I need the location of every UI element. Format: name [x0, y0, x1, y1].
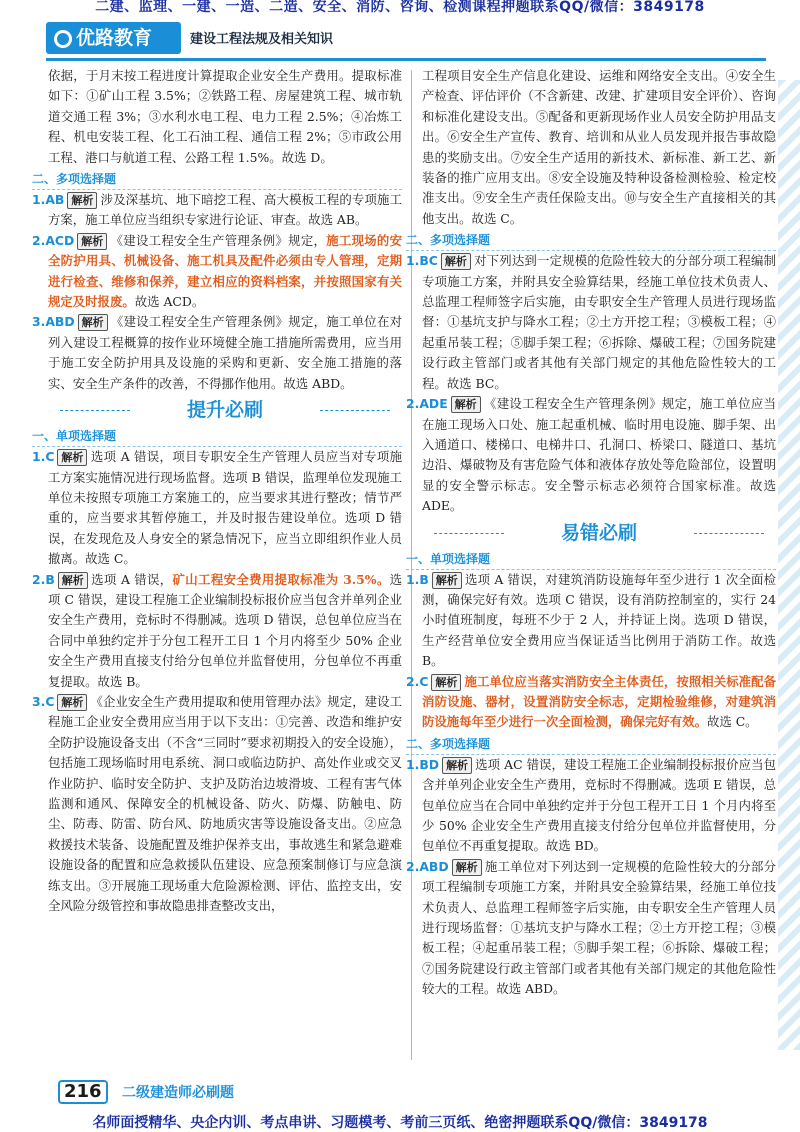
answer-text: 《建设工程安全生产管理条例》规定，施工单位在对列入建设工程概算的按作业环境健全施工措施所需费用，应当用于施工安全防护用具及设施的采购和更新、安全施工措施的落实、安全生产条件的改善，不得挪作他用。故选 ABD。: [48, 314, 402, 391]
answer-text: 《建设工程安全生产管理条例》规定，施工单位应当在施工现场入口处、施工起重机械、临时用电设施、脚手架、出入通道口、楼梯口、电梯井口、孔洞口、桥梁口、隧道口、基坑边沿、爆破物及有害危险气体和液体存放处等危险部位，设置明显的安全警示标志。安全警示标志必须符合国家标准。故选 ADE。: [422, 396, 776, 514]
answer-number: 2.ABD: [406, 858, 449, 874]
page-header: [0, 18, 800, 62]
highlight-text: 矿山工程安全费用提取标准为 3.5%。: [172, 571, 390, 587]
analysis-tag: 解析: [57, 449, 87, 466]
answer-text: 选项 A 错误，对建筑消防设施每年至少进行 1 次全面检测，确保完好有效。选项 C 错误，设有消防控制室的，实行 24 小时值班制度，每班不少于 2 人，并持证上岗。选项 D 错误，生产经营单位安全费用应当保证适当比例用于消防工作。故选 B。: [422, 571, 776, 669]
answer-item: [406, 755, 776, 857]
answer-text: 故选 C。: [706, 714, 758, 730]
bottom-banner: 名师面授精华、央企内训、考点串讲、习题模考、考前三页纸、绝密押题联系QQ/微信：3849178: [92, 1115, 708, 1131]
analysis-tag: 解析: [441, 253, 471, 270]
section-label: 二、多项选择题: [32, 169, 402, 190]
left-column: [32, 66, 403, 916]
section-heading: 提升必刷: [48, 396, 402, 424]
analysis-tag: 解析: [67, 192, 97, 209]
section-heading: 易错必刷: [422, 519, 776, 547]
section-label: 二、多项选择题: [406, 734, 776, 755]
answer-number: 1.B: [406, 571, 429, 587]
book-title: 二级建造师必刷题: [122, 1085, 234, 1101]
answer-item: [406, 672, 776, 733]
analysis-tag: 解析: [431, 674, 461, 691]
answer-item: [32, 231, 403, 313]
answer-item: [406, 570, 776, 672]
answer-text: 施工单位对下列达到一定规模的危险性较大的分部分项工程编制专项施工方案，并附具安全验算结果，经施工单位技术负责人、总监理工程师签字后实施，由专职安全生产管理人员进行现场监督：①基坑支护与降水工程；②土方开挖工程；③模板工程；④起重吊装工程；⑤脚手架工程；⑥拆除、爆破工程；⑦国务院建设行政主管部门或者其他有关部门规定的其他危险性较大的工程。故选 ABD。: [422, 858, 776, 997]
answer-text: 《建设工程安全生产管理条例》规定，: [110, 232, 327, 248]
analysis-tag: 解析: [57, 694, 87, 711]
answer-text: 选项 A 错误，项目专职安全生产管理人员应当对专项施工方案实施情况进行现场监督。选项 B 错误，监理单位发现施工单位未按照专项施工方案施工的，应当要求其进行整改；情节严重的，应当要求其暂停施工，并及时报告建设单位。选项 D 错误，在发现危及人身安全的紧急情况下，应当立即组织作业人员撤离。故选 C。: [48, 449, 402, 567]
analysis-tag: 解析: [451, 396, 481, 413]
highlight-text: 施工单位应当落实消防安全主体责任，按照相关标准配备消防设施、器材，设置消防安全标志，定期检验维修，对建筑消防设施每年至少进行一次全面检测，确保完好有效。: [422, 673, 776, 730]
top-banner: 二建、监理、一建、一造、二造、安全、消防、咨询、检测课程押题联系QQ/微信：3849178: [95, 0, 705, 15]
answer-item: [32, 570, 402, 692]
answer-text: 故选 ACD。: [134, 294, 205, 310]
section-label: 一、单项选择题: [406, 549, 776, 570]
edge-stripe: [778, 80, 800, 1050]
analysis-tag: 解析: [58, 572, 88, 589]
answer-text: 选项 AC 错误，建设工程施工企业编制投标报价应当包含并单列企业安全生产费用，竞标时不得删减。选项 E 错误，总包单位应当在合同中单独约定并于分包工程开工日 1 个月内将至少 50% 企业安全生产费用直接支付给分包单位并监督使用，分包单位不再重复提取。故选 BD。: [422, 756, 776, 854]
section-label: 一、单项选择题: [32, 426, 402, 447]
answer-item: [32, 312, 402, 394]
answer-number: 2.ADE: [406, 396, 448, 412]
answer-text: 《企业安全生产费用提取和使用管理办法》规定，建设工程施工企业安全费用应当用于以下支出：①完善、改造和维护安全防护设施设备支出（不含“三同时”要求初期投入的安全设施），包括施工现场临时用电系统、洞口或临边防护、高处作业或交叉作业防护、临时安全防护、支护及防治边坡滑坡、工程有害气体监测和通风、保障安全的机械设备、防火、防爆、防触电、防尘、防毒、防雷、防台风、防地质灾害等设施设备支出。②应急救援技术装备、设施配置及维护保养支出，事故逃生和紧急避难设施设备的配置和应急救援队伍建设、应急预案制修订与应急演练支出。③开展施工现场重大危险源检测、评估、监控支出，安全风险分级管控和事故隐患排查整改支出，: [48, 693, 402, 914]
analysis-tag: 解析: [78, 314, 108, 331]
right-column: [406, 66, 776, 1000]
answer-item: [406, 857, 776, 1000]
answer-number: 1.BD: [406, 756, 440, 772]
logo-mark-icon: [54, 30, 72, 48]
analysis-tag: 解析: [432, 572, 462, 589]
answer-number: 2.B: [32, 571, 55, 587]
answer-number: 1.BC: [406, 253, 438, 269]
analysis-tag: 解析: [442, 757, 472, 774]
answer-text: 选项 A 错误，: [90, 571, 173, 587]
analysis-tag: 解析: [452, 859, 482, 876]
header-rule: [46, 58, 766, 61]
answer-item: [32, 190, 402, 231]
answer-number: 3.ABD: [32, 314, 75, 330]
answer-item: [32, 447, 402, 569]
paragraph: 依据，于月末按工程进度计算提取企业安全生产费用。提取标准如下：①矿山工程 3.5%；②铁路工程、房屋建筑工程、城市轨道交通工程 3%；③水利水电工程、电力工程 2.5%；④冶炼工程、机电安装工程、化工石油工程、通信工程 2%；⑤市政公用工程、港口与航道工程、公路工程 1.5%。故选 D。: [48, 68, 402, 165]
answer-item: [406, 394, 776, 516]
answer-number: 3.C: [32, 693, 55, 709]
paragraph: 工程项目安全生产信息化建设、运维和网络安全支出。④安全生产检查、评估评价（不含新建、改建、扩建项目安全评价）、咨询和标准化建设支出。⑤配备和更新现场作业人员安全防护用品支出。⑥安全生产宣传、教育、培训和从业人员发现并报告事故隐患的奖励支出。⑦安全生产适用的新技术、新标准、新工艺、新装备的推广应用支出。⑧安全设施及特种设备检测检验、检定校准支出。⑨安全生产责任保险支出。⑩与安全生产直接相关的其他支出。故选 C。: [422, 68, 776, 226]
answer-number: 1.C: [32, 449, 55, 465]
answer-item: [32, 692, 402, 916]
brand-logo: [46, 22, 181, 54]
answer-number: 1.AB: [32, 192, 65, 208]
answer-number: 2.C: [406, 673, 429, 689]
section-label: 二、多项选择题: [406, 230, 776, 251]
answer-text: 对下列达到一定规模的危险性较大的分部分项工程编制专项施工方案，并附具安全验算结果，经施工单位技术负责人、总监理工程师签字后实施，由专职安全生产管理人员进行现场监督：①基坑支护与降水工程；②土方开挖工程；③模板工程；④起重吊装工程；⑤脚手架工程；⑥拆除、爆破工程；⑦国务院建设行政主管部门或者其他有关部门规定的其他危险性较大的工程。故选 BC。: [422, 253, 776, 391]
logo-text: 优路教育: [76, 27, 153, 49]
answer-number: 2.ACD: [32, 232, 75, 248]
answer-text: 选项 C 错误，建设工程施工企业编制投标报价应当包含并单列企业安全生产费用，竞标时不得删减。选项 D 错误，总包单位应当在合同中单独约定并于分包工程开工日 1 个月内将至少 50% 企业安全生产费用直接支付给分包单位并监督使用，分包单位不再重复提取。故选 B。: [48, 571, 402, 689]
highlight-text: 施工现场的安全防护用具、机械设备、施工机具及配件必须由专人管理，定期进行检查、维修和保养，建立相应的资料档案，并按照国家有关规定及时报废。: [48, 232, 403, 310]
analysis-tag: 解析: [77, 233, 107, 250]
page-number: 216: [58, 1080, 108, 1104]
answer-item: [406, 251, 776, 394]
subject-title: 建设工程法规及相关知识: [190, 32, 334, 47]
answer-text: 涉及深基坑、地下暗挖工程、高大模板工程的专项施工方案，施工单位应当组织专家进行论证、审查。故选 AB。: [48, 192, 402, 228]
page-footer: [58, 1080, 758, 1106]
